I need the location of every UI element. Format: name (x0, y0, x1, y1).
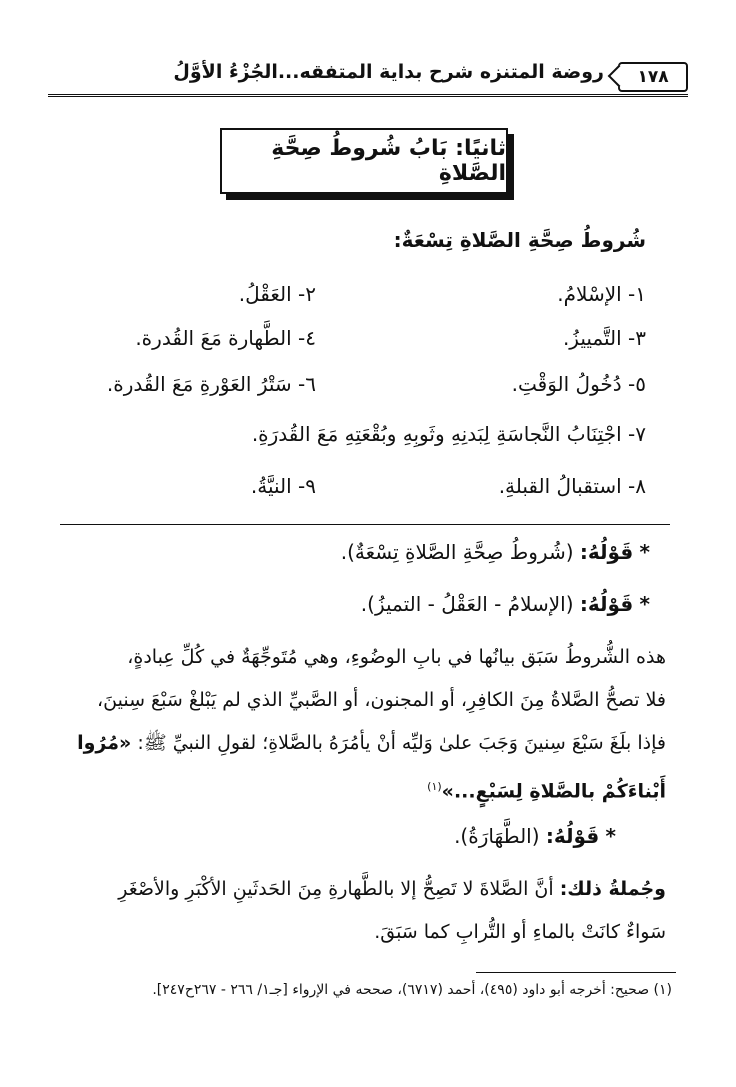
qawluhu-label: قَوْلُهُ: (579, 540, 634, 564)
condition-4: ٤- الطَّهارة مَعَ القُدرة. (135, 326, 316, 350)
section-divider (60, 524, 670, 525)
commentary-quote-3 (454, 824, 616, 848)
condition-9: ٩- النيَّةُ. (250, 474, 316, 498)
explanation-paragraph-1 (66, 636, 666, 813)
condition-6: ٦- سَتْرُ العَوْرةِ مَعَ القُدرة. (106, 372, 316, 396)
qawluhu-label: قَوْلُهُ: (579, 592, 634, 616)
chapter-title: ثانيًا: بَابُ شُروطُ صِحَّةِ الصَّلاةِ (271, 136, 506, 186)
paragraph-text: أنَّ الصَّلاةَ لا تَصِحُّ إلا بالطَّهارةِ مِنَ الحَدثَينِ الأكْبَرِ والأصْغَرِ (118, 878, 554, 900)
commentary-quote-1 (341, 540, 650, 564)
qawluhu-label: قَوْلُهُ: (545, 824, 600, 848)
quote-text: (الإسلامُ - العَقْلُ - التميزُ). (360, 592, 574, 616)
chapter-title-box (220, 128, 508, 194)
paragraph-line: سَواءٌ كانَتْ بالماءِ أو التُّرابِ كما سَبَقَ. (374, 921, 666, 943)
paragraph-text: فإذا بلَغَ سَبْعَ سِنينَ وَجَبَ علىٰ وَليِّه أنْ يأمُرَهُ بالصَّلاةِ؛ لقولِ النبيِّ ﷺ: (137, 732, 666, 754)
paragraph-line: هذه الشُّروطُ سَبَق بيانُها في بابِ الوضُوءِ، وهي مُتَوجِّهَةٌ في كُلِّ عِبادةٍ، (127, 646, 666, 668)
condition-8: ٨- استقبالُ القبلةِ. (498, 474, 646, 498)
quote-text: (الطَّهَارَةُ). (454, 824, 540, 848)
condition-1: ١- الإسْلامُ. (557, 282, 646, 306)
condition-5: ٥- دُخُولُ الوَقْتِ. (511, 372, 646, 396)
book-title: روضة المتنزه شرح بداية المتفقه...الجُزْءُ الأوَّلُ (173, 61, 604, 83)
footnote: (١) صحيح: أخرجه أبو داود (٤٩٥)، أحمد (٦٧١٧)، صححه في الإرواء [جـ١/ ٢٦٦ - ٢٦٧ح٢٤٧]. (152, 982, 672, 998)
condition-7: ٧- اجْتِنَابُ النَّجاسَةِ لِبَدنِهِ وثَوبِهِ وبُقْعَتِهِ مَعَ القُدرَةِ. (251, 422, 646, 446)
explanation-paragraph-2 (66, 868, 666, 954)
paragraph-line (66, 722, 666, 765)
asterisk: * (639, 540, 650, 564)
header-rule (48, 94, 688, 97)
page-number-badge (618, 62, 688, 92)
asterisk: * (605, 824, 616, 848)
page-header (48, 58, 688, 98)
hadith-text: «مُرُوا (77, 732, 132, 754)
asterisk: * (639, 592, 650, 616)
paragraph-line: فلا تصحُّ الصَّلاةُ مِنَ الكافِرِ، أو المجنون، أو الصَّبيِّ الذي لم يَبْلغْ سَبْعَ سِنينَ، (97, 689, 666, 711)
quote-text: (شُروطُ صِحَّةِ الصَّلاةِ تِسْعَةٌ). (340, 540, 574, 564)
conditions-intro: شُروطُ صِحَّةِ الصَّلاةِ تِسْعَةٌ: (393, 228, 646, 252)
paragraph-line (66, 868, 666, 911)
condition-3: ٣- التَّمييزُ. (562, 326, 646, 350)
paragraph-line (66, 765, 666, 813)
page-number: ١٧٨ (637, 67, 669, 87)
footnote-reference: (١) (427, 780, 442, 793)
paragraph-lead: وجُملةُ ذلك: (559, 878, 666, 900)
footnote-rule (476, 972, 676, 973)
commentary-quote-2 (361, 592, 650, 616)
condition-2: ٢- العَقْلُ. (238, 282, 316, 306)
hadith-text: أَبْناءَكُمْ بالصَّلاةِ لِسَبْعٍ...» (441, 780, 666, 803)
